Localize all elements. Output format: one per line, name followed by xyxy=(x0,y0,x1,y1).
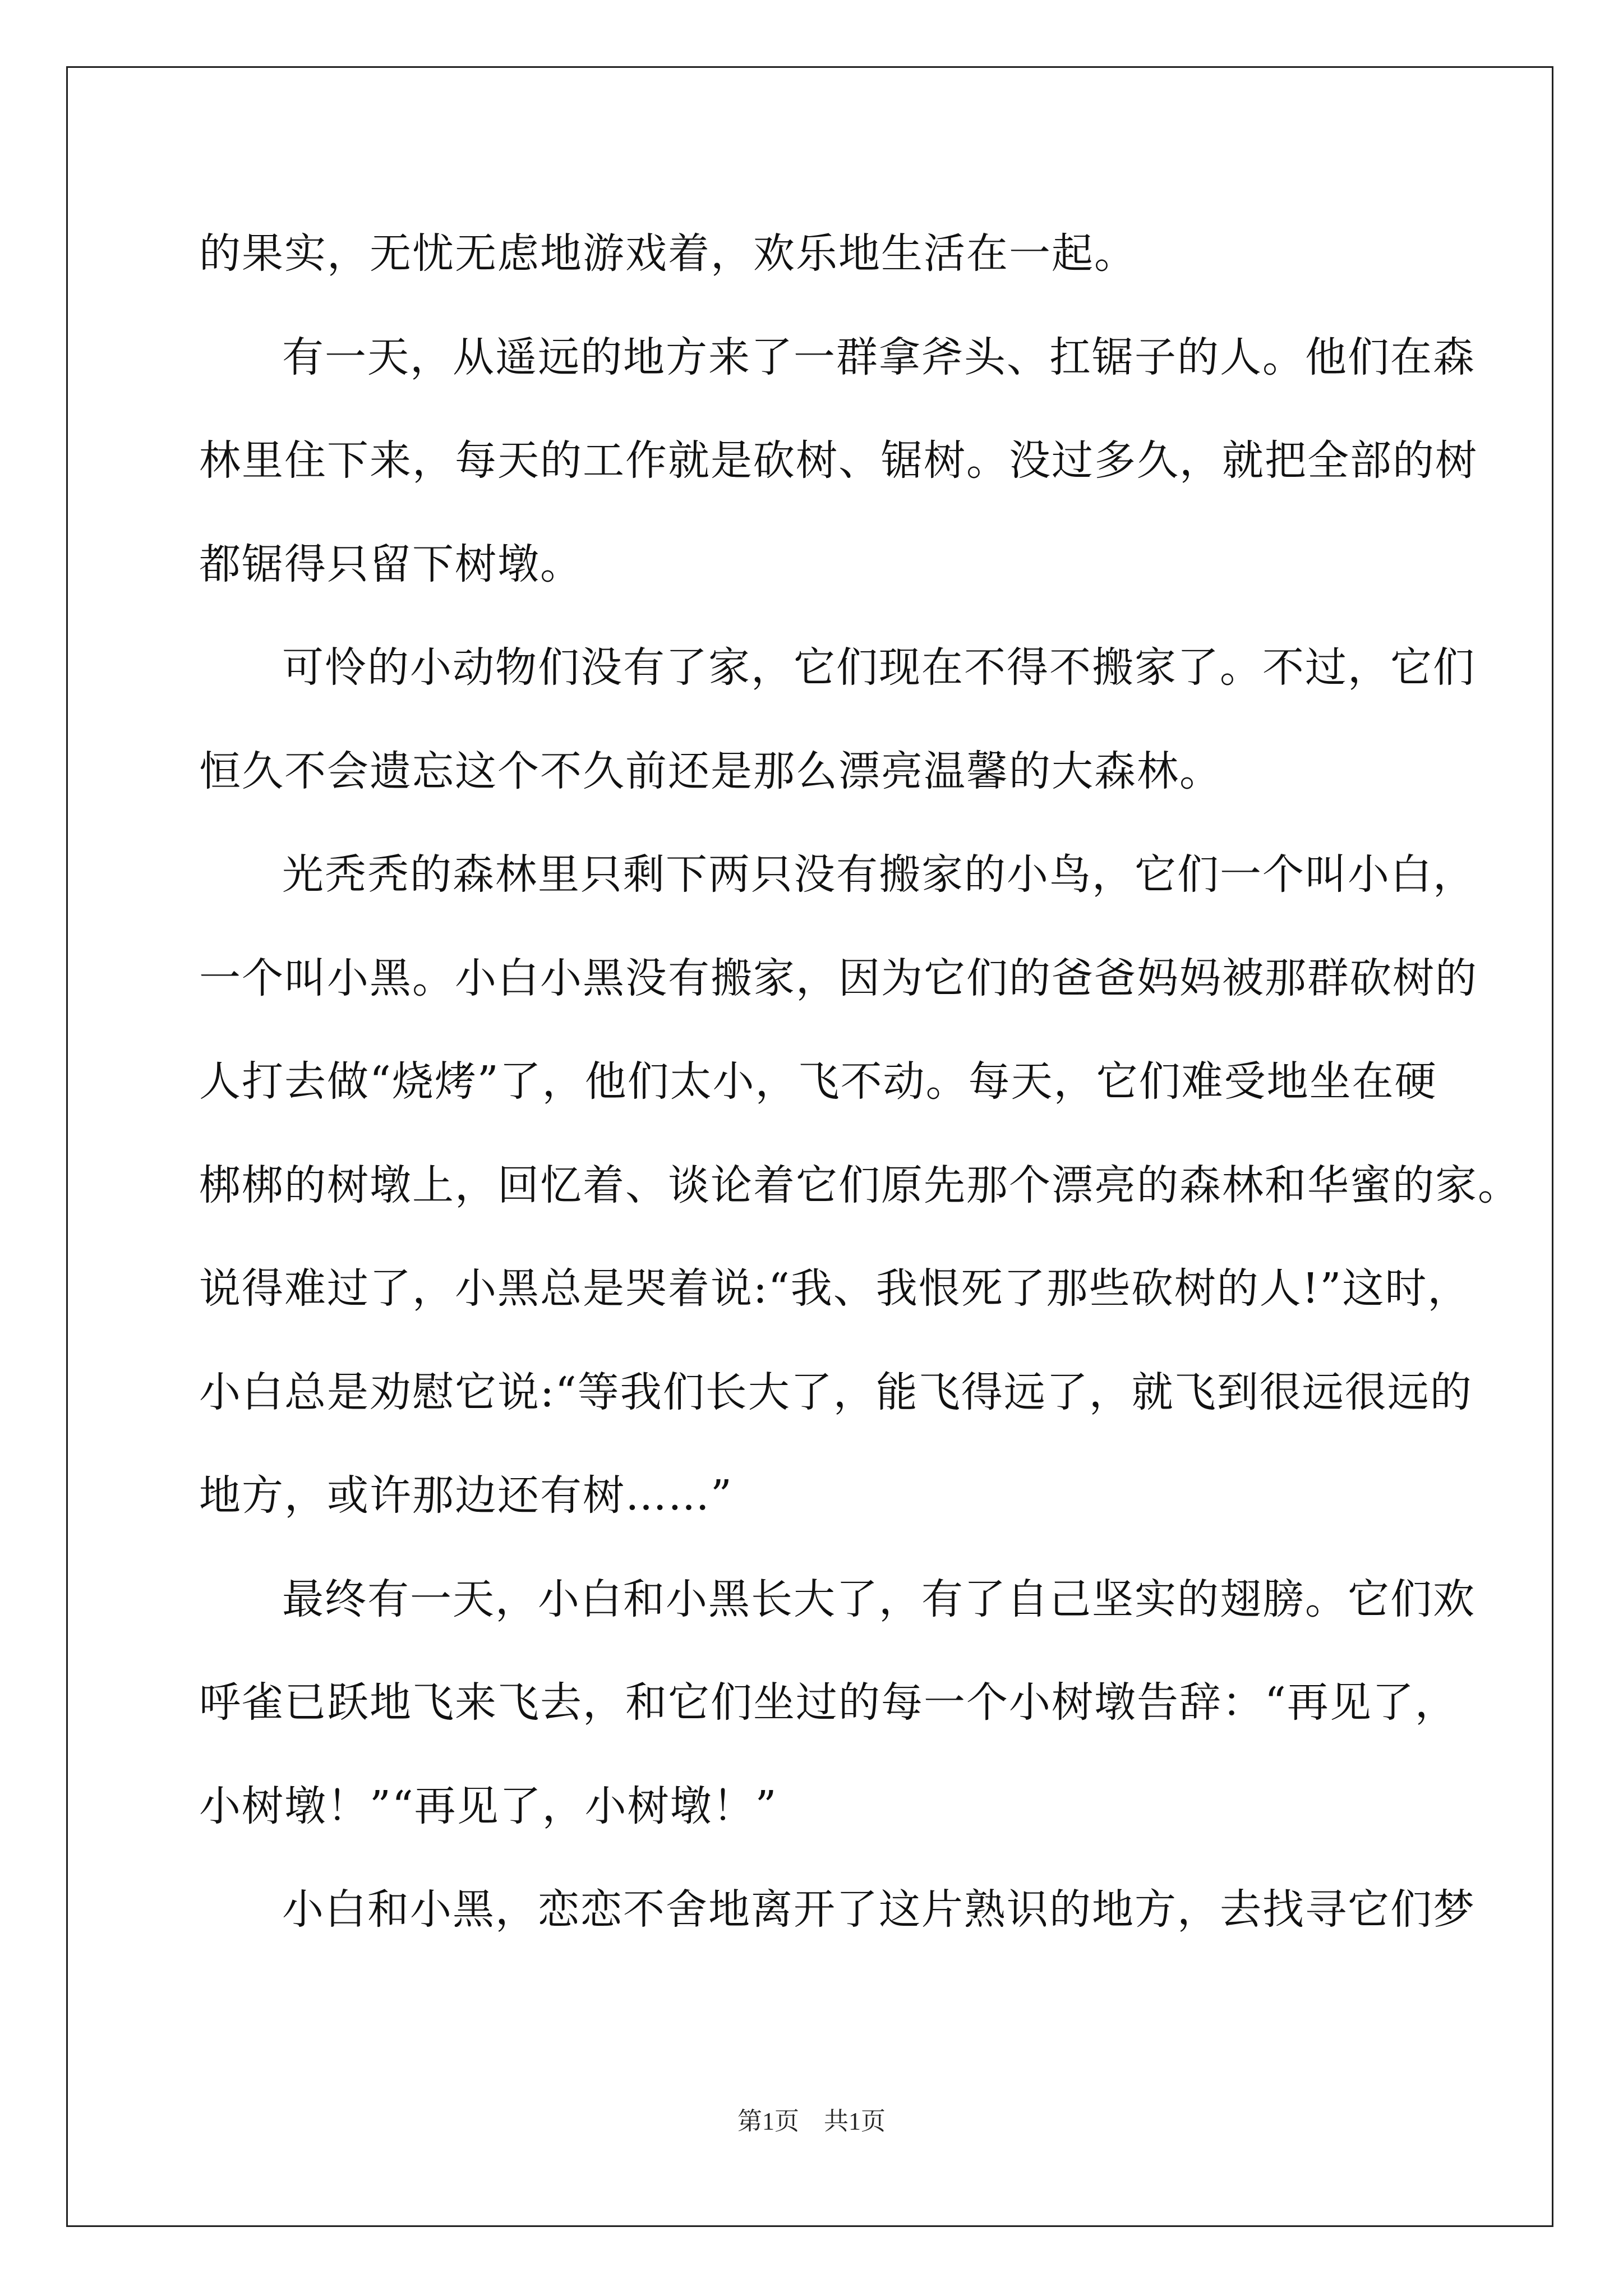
document-body xyxy=(199,202,1520,1962)
text-line: 人打去做“烧烤”了，他们太小，飞不动。每天，它们难受地坐在硬 xyxy=(199,1057,1437,1106)
text-line: 恒久不会遗忘这个不久前还是那么漂亮温馨的大森林。 xyxy=(199,747,1222,795)
text-line: 梆梆的树墩上，回忆着、谈论着它们原先那个漂亮的森林和华蜜的家。 xyxy=(199,1161,1520,1209)
text-line: 的果实，无忧无虑地游戏着，欢乐地生活在一起。 xyxy=(199,229,1137,278)
text-line: 最终有一天，小白和小黑长大了，有了自己坚实的翅膀。它们欢 xyxy=(282,1575,1476,1623)
text-line: 小树墩！”“再见了，小树墩！” xyxy=(199,1782,778,1830)
text-line: 都锯得只留下树墩。 xyxy=(199,540,583,588)
text-line: 地方，或许那边还有树……” xyxy=(199,1471,733,1520)
text-line: 小白总是劝慰它说:“等我们长大了，能飞得远了，就飞到很远很远的 xyxy=(199,1368,1473,1416)
text-line: 一个叫小黑。小白小黑没有搬家，因为它们的爸爸妈妈被那群砍树的 xyxy=(199,954,1478,1002)
text-line: 呼雀已跃地飞来飞去，和它们坐过的每一个小树墩告辞：“再见了， xyxy=(199,1678,1458,1727)
text-line: 可怜的小动物们没有了家，它们现在不得不搬家了。不过，它们 xyxy=(282,643,1476,692)
text-line: 小白和小黑，恋恋不舍地离开了这片熟识的地方，去找寻它们梦 xyxy=(282,1885,1476,1934)
page-number-footer: 第1页 共1页 xyxy=(737,2108,886,2135)
text-line: 有一天，从遥远的地方来了一群拿斧头、扛锯子的人。他们在森 xyxy=(282,333,1476,381)
text-line: 说得难过了，小黑总是哭着说:“我、我恨死了那些砍树的人!”这时， xyxy=(199,1264,1470,1313)
text-line: 林里住下来，每天的工作就是砍树、锯树。没过多久，就把全部的树 xyxy=(199,436,1478,485)
text-line: 光秃秃的森林里只剩下两只没有搬家的小鸟，它们一个叫小白， xyxy=(282,850,1476,899)
